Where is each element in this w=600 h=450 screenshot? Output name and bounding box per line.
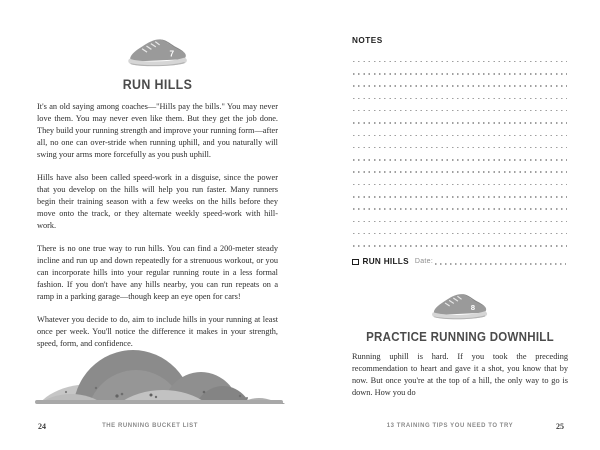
running-head: 13 TRAINING TIPS YOU NEED TO TRY [386,422,514,429]
page-number: 24 [38,422,46,431]
notes-line [352,174,568,186]
running-shoe-icon [429,288,491,322]
running-shoe-icon [125,33,191,69]
notes-line [352,125,568,137]
notes-line [352,149,568,161]
chapter-icon-wrap [352,288,568,327]
page-title: PRACTICE RUNNING DOWNHILL [366,328,554,344]
notes-line [352,100,568,112]
checkbox-icon [352,259,359,266]
notes-heading: NOTES [352,36,383,45]
footer-left [0,422,300,434]
date-label: Date: [414,258,434,266]
page-number: 25 [556,422,564,431]
notes-line [352,186,568,198]
shoe-number: 8 [470,302,476,312]
page-right [300,0,600,450]
notes-line [352,63,568,75]
notes-line [352,88,568,100]
body-text [37,101,278,350]
paragraph: Whatever you decide to do, aim to include hills in your running at least once per week. You'll notice the difference it makes in your strength, speed, form, and confidence. [37,315,278,348]
notes-lines [352,51,568,248]
running-head: THE RUNNING BUCKET LIST [102,422,198,429]
hills-illustration [33,346,285,404]
footer-right [300,422,600,434]
notes-line [352,162,568,174]
paragraph: There is no one true way to run hills. You can find a 200-meter steady incline and run up and down repeatedly for a strenuous workout, or you can incorporate hills into your regular running route in a less formal fashion. If you don't have any hills nearby, you can run repeats on a ramp in a parking garage—though keep an eye open for cars! [37,244,278,301]
notes-line [352,137,568,149]
body-text [352,351,568,399]
checklist-row [352,257,568,267]
notes-line [352,51,568,63]
shoe-number: 7 [168,49,174,59]
notes-line [352,211,568,223]
notes-line [352,235,568,247]
notes-line [352,223,568,235]
paragraph: It's an old saying among coaches—"Hills pay the bills." You may never love them. You may never even like them. But they get the job done. They build your running strength and improve your running form—after all, no one can over-stride when running uphill, and you naturally will swing your arms more forcefully as you push uphill. [37,102,278,159]
page-title: RUN HILLS [122,77,193,92]
notes-line [352,76,568,88]
chapter-icon-wrap [37,33,278,74]
checklist-label: RUN HILLS [362,257,409,267]
notes-line [352,112,568,124]
paragraph: Running uphill is hard. If you took the preceding recommendation to heart and gave it a shot, you know that by now. But once you're at the top of a hill, the only way to go is down. How you do [352,351,568,397]
date-dotted-line [435,257,568,267]
paragraph: Hills have also been called speed-work in a disguise, since the power that you develop on the hills will help you run faster. Many runners begin their training season with a few weeks on the hills before they move onto the track, or they alternate weekly speed-work with hill-work. [37,173,278,230]
notes-line [352,199,568,211]
